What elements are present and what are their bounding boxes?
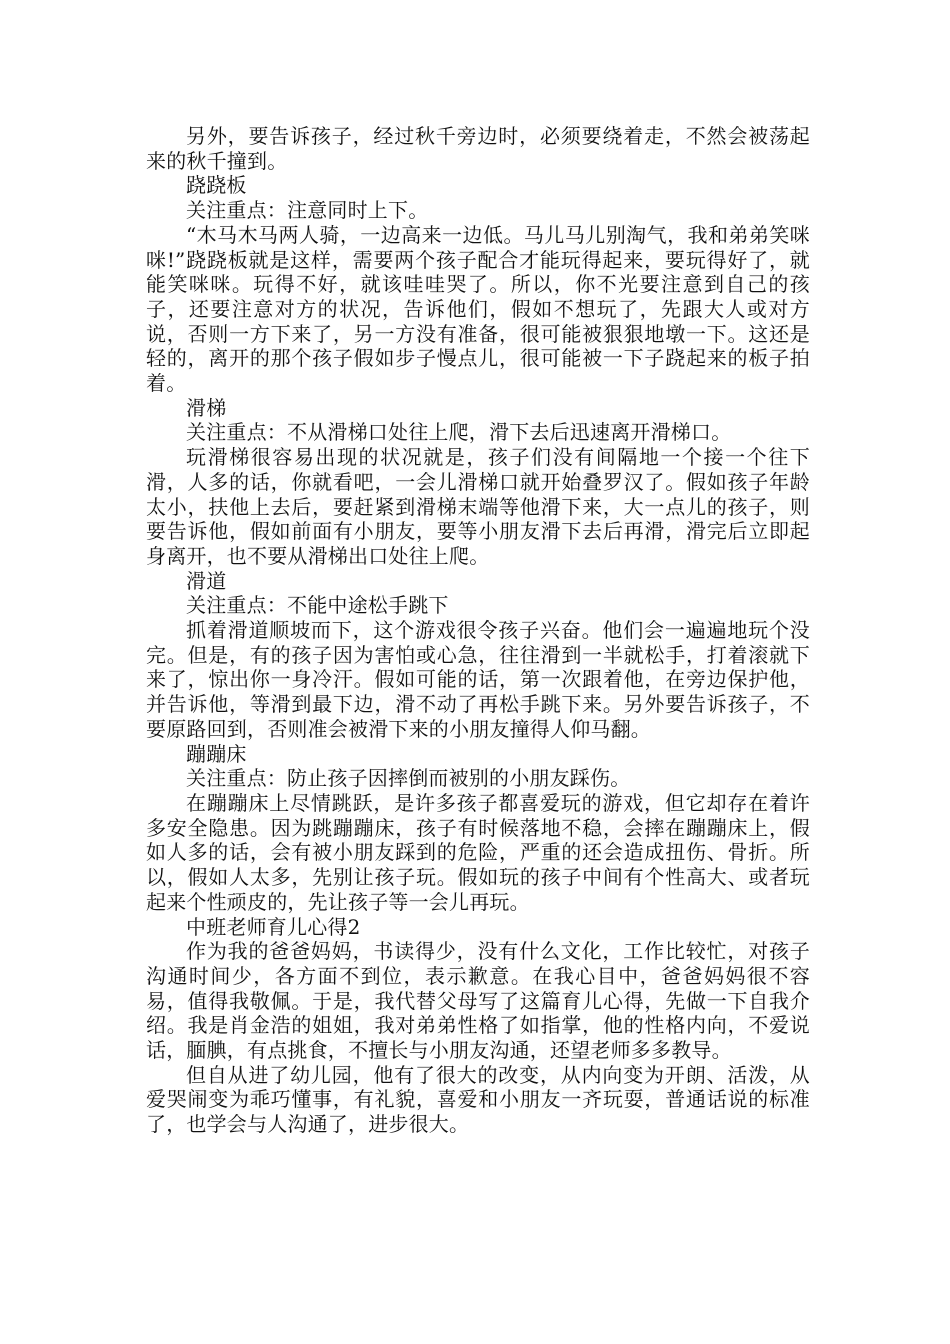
paragraph-trampoline: 在蹦蹦床上尽情跳跃，是许多孩子都喜爱玩的游戏，但它却存在着许多安全隐患。因为跳蹦蹦床，孩子有时候落地不稳，会摔在蹦蹦床上，假如人多的话，会有被小朋友踩到的危险，严重的还会造成扭伤、骨折。所以，假如人太多，先别让孩子玩。假如玩的孩子中间有个性高大、或者玩起来个性顽皮的，先让孩子等一会儿再玩。 xyxy=(146,790,810,914)
section-title-2: 中班老师育儿心得2 xyxy=(186,914,361,939)
focus-trampoline: 关注重点：防止孩子因摔倒而被别的小朋友踩伤。 xyxy=(186,766,631,791)
paragraph-progress: 但自从进了幼儿园，他有了很大的改变，从内向变为开朗、活泼，从爱哭闹变为乖巧懂事，有礼貌，喜爱和小朋友一齐玩耍，普通话说的标准了，也学会与人沟通了，进步很大。 xyxy=(146,1062,810,1137)
heading-slide: 滑梯 xyxy=(186,395,227,420)
focus-slide: 关注重点：不从滑梯口处往上爬，滑下去后迅速离开滑梯口。 xyxy=(186,420,732,445)
focus-seesaw: 关注重点：注意同时上下。 xyxy=(186,198,429,223)
document-body xyxy=(146,124,810,1137)
paragraph-swing-warning: 另外，要告诉孩子，经过秋千旁边时，必须要绕着走，不然会被荡起来的秋千撞到。 xyxy=(146,124,810,173)
paragraph-slide: 玩滑梯很容易出现的状况就是，孩子们没有间隔地一个接一个往下滑，人多的话，你就看吧，一会儿滑梯口就开始叠罗汉了。假如孩子年龄太小，扶他上去后，要赶紧到滑梯末端等他滑下来，大一点儿的孩子，则要告诉他，假如前面有小朋友，要等小朋友滑下去后再滑，滑完后立即起身离开，也不要从滑梯出口处往上爬。 xyxy=(146,445,810,568)
heading-trampoline: 蹦蹦床 xyxy=(186,741,247,766)
paragraph-seesaw: “木马木马两人骑，一边高来一边低。马儿马儿别淘气，我和弟弟笑咪咪!”跷跷板就是这样，需要两个孩子配合才能玩得起来，要玩得好了，就能笑咪咪。玩得不好，就该哇哇哭了。所以，你不光要注意到自己的孩子，还要注意对方的状况，告诉他们，假如不想玩了，先跟大人或对方说，否则一方下来了，另一方没有准备，很可能被狠狠地墩一下。这还是轻的，离开的那个孩子假如步子慢点儿，很可能被一下子跷起来的板子拍着。 xyxy=(146,222,810,396)
heading-chute: 滑道 xyxy=(186,568,227,593)
focus-chute: 关注重点：不能中途松手跳下 xyxy=(186,593,449,618)
paragraph-chute: 抓着滑道顺坡而下，这个游戏很令孩子兴奋。他们会一遍遍地玩个没完。但是，有的孩子因为害怕或心急，往往滑到一半就松手，打着滚就下来了，惊出你一身冷汗。假如可能的话，第一次跟着他，在旁边保护他，并告诉他，等滑到最下边，滑不动了再松手跳下来。另外要告诉孩子，不要原路回到，否则准会被滑下来的小朋友撞得人仰马翻。 xyxy=(146,618,810,741)
heading-seesaw: 跷跷板 xyxy=(186,173,247,198)
paragraph-intro: 作为我的爸爸妈妈，书读得少，没有什么文化，工作比较忙，对孩子沟通时间少，各方面不到位，表示歉意。在我心目中，爸爸妈妈很不容易，值得我敬佩。于是，我代替父母写了这篇育儿心得，先做一下自我介绍。我是肖金浩的姐姐，我对弟弟性格了如指掌，他的性格内向，不爱说话，腼腆，有点挑食，不擅长与小朋友沟通，还望老师多多教导。 xyxy=(146,939,810,1063)
